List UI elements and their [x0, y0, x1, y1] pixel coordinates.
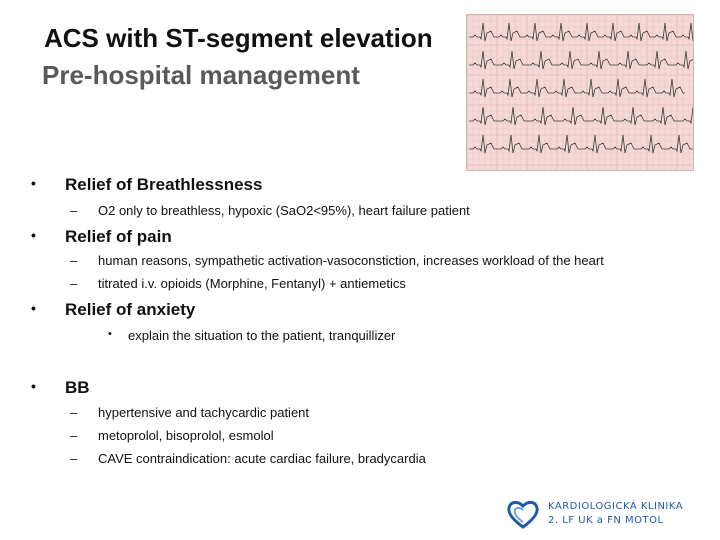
sub-bullet-text: CAVE contraindication: acute cardiac failure, bradycardia	[98, 451, 426, 466]
bullet-icon: •	[31, 300, 36, 316]
sub-bullet	[108, 328, 396, 343]
sub-bullet-text: explain the situation to the patient, tranquillizer	[128, 328, 396, 343]
clinic-logo	[506, 496, 706, 532]
bullet-heading: Relief of Breathlessness	[65, 175, 263, 194]
bullet-relief-pain	[31, 227, 172, 247]
bullet-relief-breathlessness	[31, 175, 263, 195]
dash-icon: –	[70, 203, 78, 218]
heart-logo-icon	[506, 498, 540, 530]
logo-text-line2: 2. LF UK a FN MOTOL	[548, 515, 664, 526]
slide-subtitle: Pre-hospital management	[42, 60, 360, 90]
sub-bullet	[70, 203, 470, 218]
sub-bullet	[70, 428, 274, 443]
bullet-icon: •	[31, 175, 36, 191]
dash-icon: –	[70, 276, 78, 291]
sub-bullet	[70, 405, 310, 420]
logo-text-line1: KARDIOLOGICKÁ KLINIKA	[548, 501, 684, 512]
dash-icon: –	[70, 428, 78, 443]
sub-bullet-text: human reasons, sympathetic activation-vasoconstiction, increases workload of the heart	[98, 253, 604, 268]
bullet-relief-anxiety	[31, 300, 196, 320]
dash-icon: –	[70, 451, 78, 466]
bullet-icon: •	[31, 378, 36, 394]
ecg-image	[466, 14, 694, 171]
dash-icon: –	[70, 253, 78, 268]
bullet-heading: Relief of pain	[65, 227, 172, 246]
sub-bullet	[70, 451, 426, 466]
slide-title: ACS with ST-segment elevation	[44, 23, 433, 53]
ecg-trace	[469, 79, 685, 97]
bullet-icon: •	[31, 227, 36, 243]
dash-icon: –	[70, 405, 78, 420]
sub-bullet-text: O2 only to breathless, hypoxic (SaO2<95%), heart failure patient	[98, 203, 470, 218]
sub-bullet-text: hypertensive and tachycardic patient	[98, 405, 310, 420]
sub-bullet-text: titrated i.v. opioids (Morphine, Fentanyl) + antiemetics	[98, 276, 406, 291]
sub-bullet	[70, 276, 406, 291]
bullet-heading: BB	[65, 378, 90, 397]
sub-bullet-text: metoprolol, bisoprolol, esmolol	[98, 428, 274, 443]
sub-bullet	[70, 253, 604, 268]
bullet-heading: Relief of anxiety	[65, 300, 196, 319]
bullet-icon: •	[108, 328, 112, 340]
bullet-bb	[31, 378, 90, 398]
